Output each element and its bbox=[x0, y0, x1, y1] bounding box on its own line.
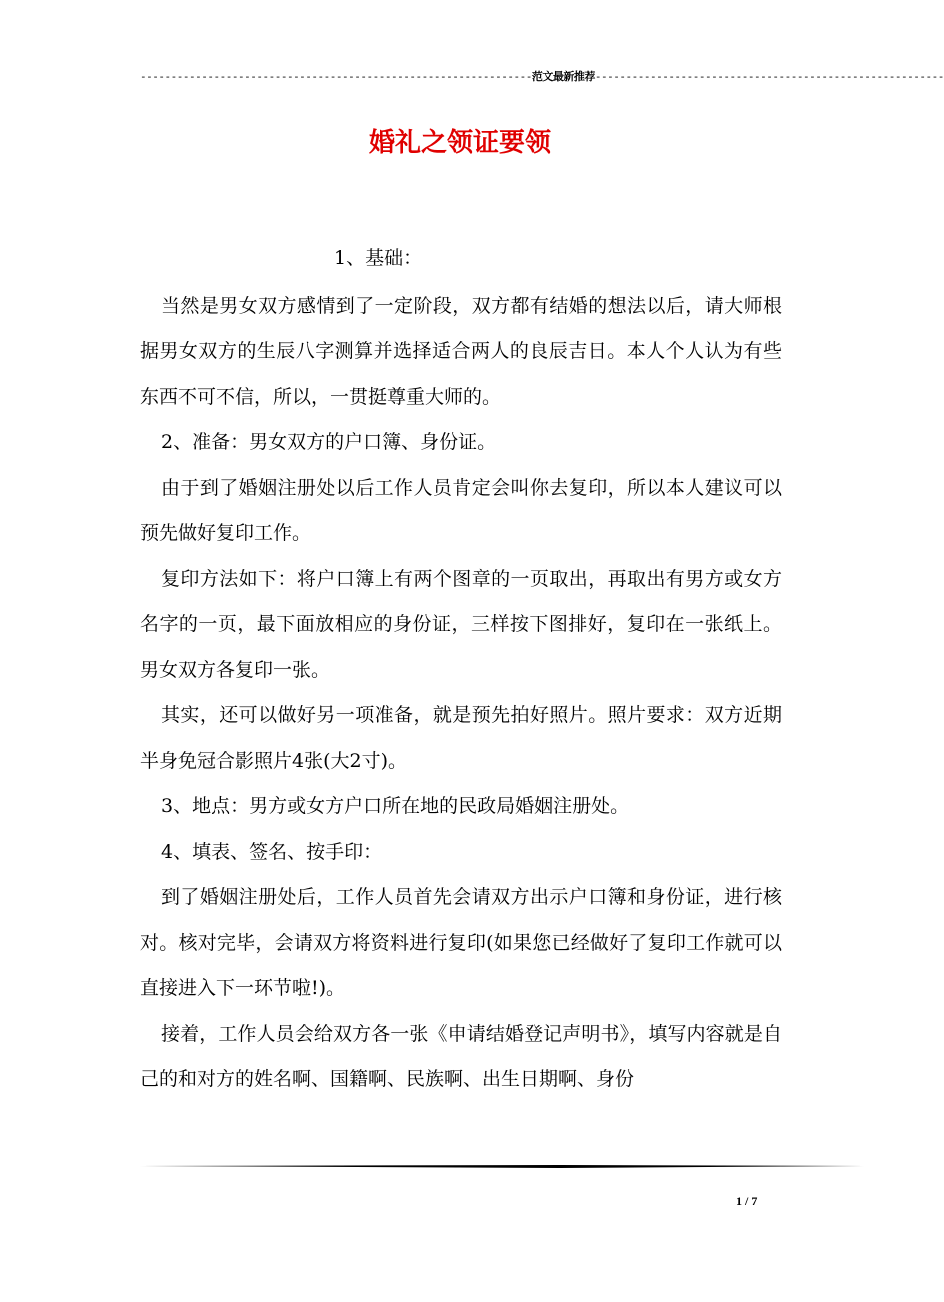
footer-rule bbox=[140, 1165, 864, 1168]
paragraph: 复印方法如下：将户口簿上有两个图章的一页取出，再取出有男方或女方名字的一页，最下面放相应的身份证，三样按下图排好，复印在一张纸上。男女双方各复印一张。 bbox=[140, 567, 782, 681]
paragraph: 到了婚姻注册处后，工作人员首先会请双方出示户口簿和身份证，进行核对。核对完毕，会请双方将资料进行复印(如果您已经做好了复印工作就可以直接进入下一环节啦!)。 bbox=[140, 886, 782, 999]
paragraph: 由于到了婚姻注册处以后工作人员肯定会叫你去复印，所以本人建议可以预先做好复印工作。 bbox=[140, 476, 782, 544]
section-heading-basics: 1、基础： bbox=[334, 247, 423, 269]
section-heading-preparation: 2、准备：男女双方的户口簿、身份证。 bbox=[161, 431, 497, 453]
paragraph: 其实，还可以做好另一项准备，就是预先拍好照片。照片要求：双方近期半身免冠合影照片4张(大2寸)。 bbox=[140, 704, 782, 772]
section-heading-location: 3、地点：男方或女方户口所在地的民政局婚姻注册处。 bbox=[161, 795, 630, 817]
page-header bbox=[140, 68, 944, 84]
header-dashes-left: ---------------------------------------------------------------- bbox=[140, 70, 532, 83]
page-number: 1 / 7 bbox=[736, 1194, 758, 1208]
section-heading-forms: 4、填表、签名、按手印： bbox=[161, 840, 383, 863]
header-label: 范文最新推荐 bbox=[531, 70, 595, 83]
paragraph: 当然是男女双方感情到了一定阶段，双方都有结婚的想法以后，请大师根据男女双方的生辰八字测算并选择适合两人的良辰吉日。本人个人认为有些东西不可不信，所以，一贯挺尊重大师的。 bbox=[140, 294, 782, 408]
paragraph: 接着，工作人员会给双方各一张《申请结婚登记声明书》，填写内容就是自己的和对方的姓名啊、国籍啊、民族啊、出生日期啊、身份 bbox=[140, 1022, 782, 1090]
document-title: 婚礼之领证要领 bbox=[368, 128, 551, 158]
document-body bbox=[140, 236, 782, 1103]
header-dashes-right: --------------------------------------------------------- bbox=[594, 70, 944, 83]
